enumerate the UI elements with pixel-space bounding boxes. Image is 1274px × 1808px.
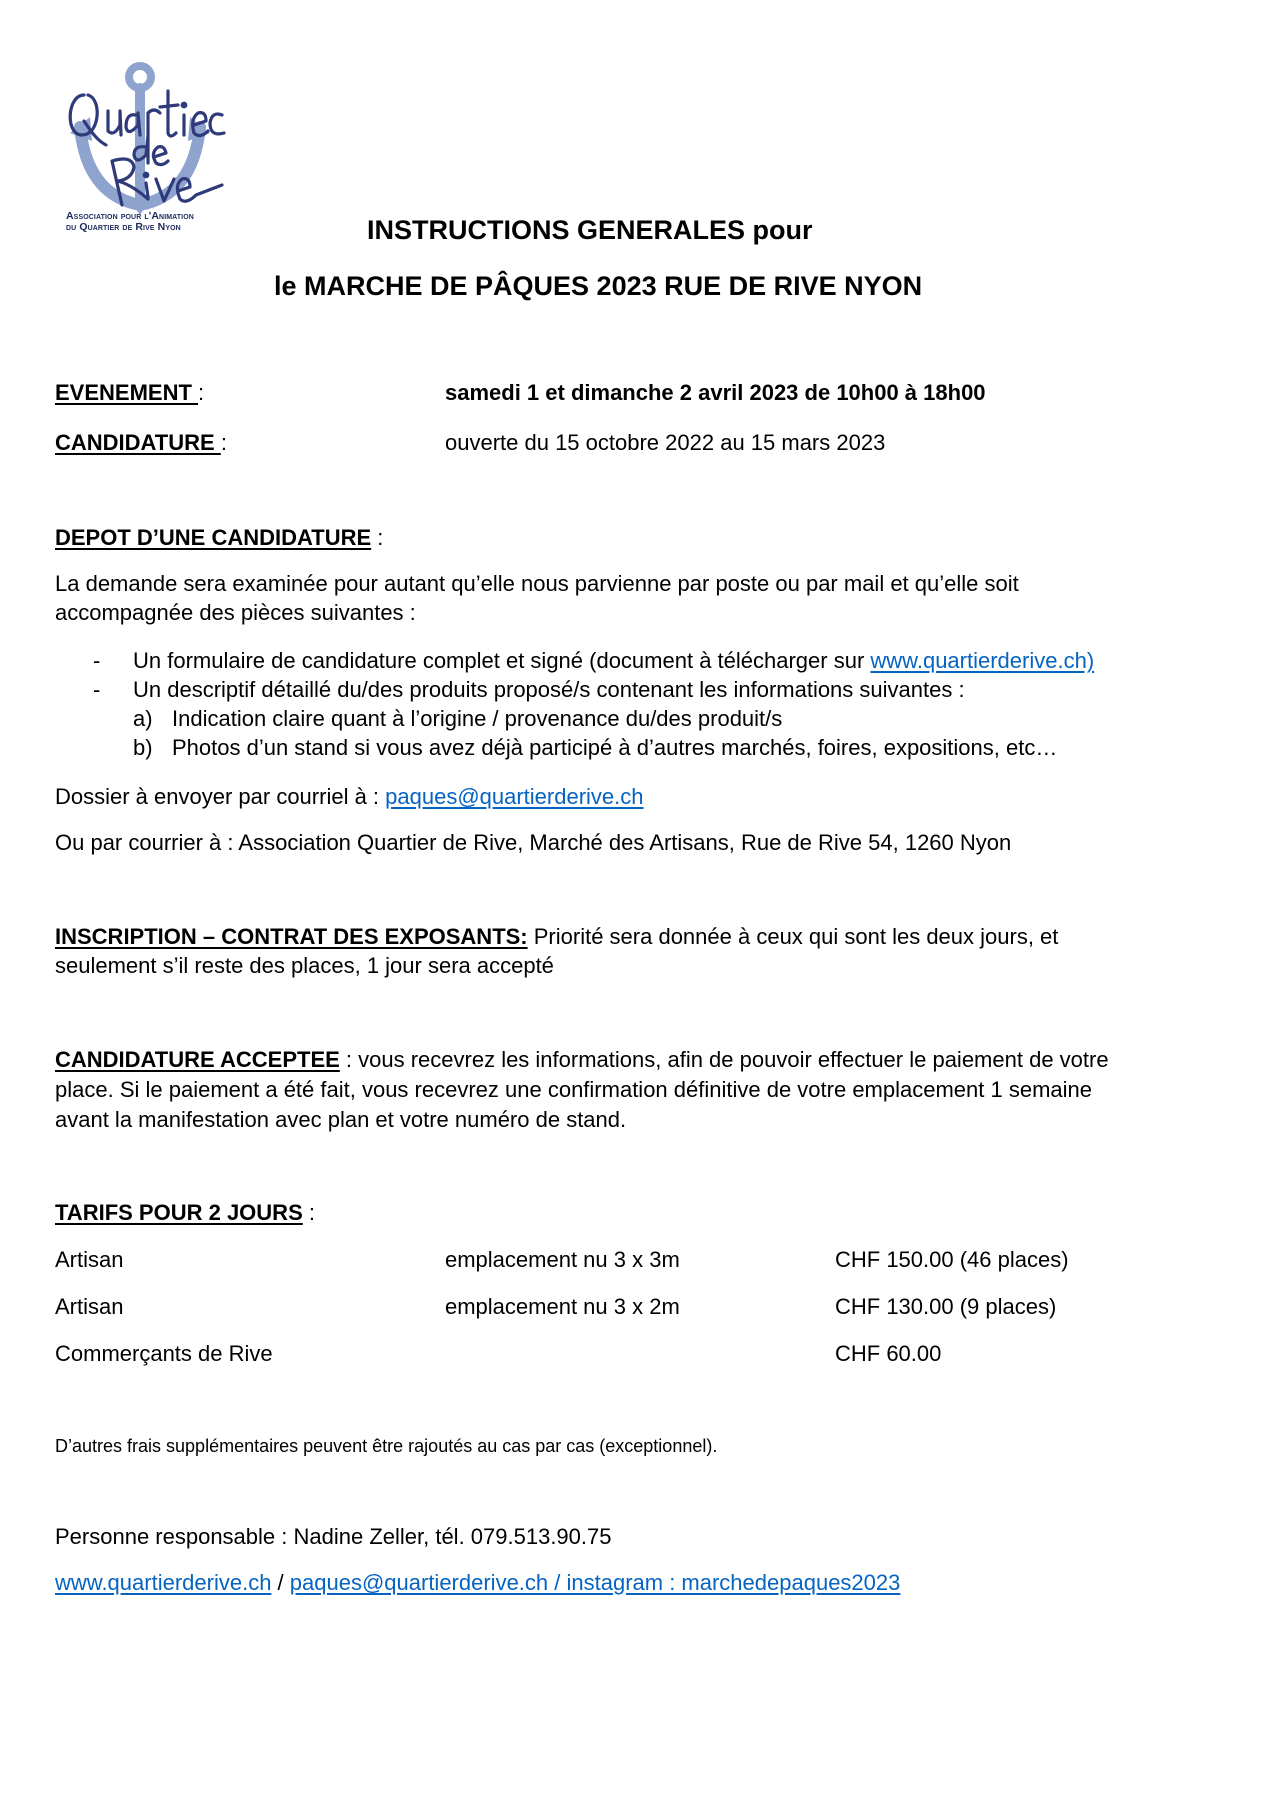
event-separator: : xyxy=(198,380,205,405)
email-prefix: Dossier à envoyer par courriel à : xyxy=(55,784,386,809)
bullet-item-description: Un descriptif détaillé du/des produits proposé/s contenant les informations suivantes : xyxy=(133,677,965,702)
tarif-row-price: CHF 150.00 (46 places) xyxy=(835,1247,1069,1272)
responsible-person: Personne responsable : Nadine Zeller, tél. 079.513.90.75 xyxy=(55,1524,612,1549)
tarif-row-space: emplacement nu 3 x 3m xyxy=(445,1247,680,1272)
tarifs-heading-row xyxy=(55,1200,315,1226)
subitem-marker: b) xyxy=(133,735,153,760)
contact-links-row xyxy=(55,1570,900,1596)
subitem-photos: Photos d’un stand si vous avez déjà participé à d’autres marchés, foires, expositions, etc… xyxy=(172,735,1058,760)
tarif-row-space: emplacement nu 3 x 2m xyxy=(445,1294,680,1319)
candidature-separator: : xyxy=(220,430,227,455)
candidature-label: CANDIDATURE xyxy=(55,430,221,455)
tarif-row-price: CHF 130.00 (9 places) xyxy=(835,1294,1057,1319)
tarif-row-type: Artisan xyxy=(55,1294,124,1319)
acceptee-text-line3: avant la manifestation avec plan et votre numéro de stand. xyxy=(55,1107,627,1132)
inscription-text: Priorité sera donnée à ceux qui sont les deux jours, et xyxy=(527,924,1059,949)
email-instagram-link[interactable]: paques@quartierderive.ch / instagram : marchedepaques2023 xyxy=(289,1570,901,1595)
depot-paragraph-line1: La demande sera examinée pour autant qu’elle nous parvienne par poste ou par mail et qu’elle soit xyxy=(55,571,1019,596)
page-title-line1: INSTRUCTIONS GENERALES pour xyxy=(367,215,813,245)
tarif-row-price: CHF 60.00 xyxy=(835,1341,942,1366)
logo-subtitle-line1: Association pour l'Animation xyxy=(66,210,194,222)
website-link[interactable]: www.quartierderive.ch) xyxy=(870,648,1095,673)
event-label: EVENEMENT xyxy=(55,380,199,405)
candidature-value: ouverte du 15 octobre 2022 au 15 mars 2023 xyxy=(445,430,886,455)
candidature-row xyxy=(55,430,227,456)
event-value: samedi 1 et dimanche 2 avril 2023 de 10h00 à 18h00 xyxy=(445,380,986,405)
page-title-line2: le MARCHE DE PÂQUES 2023 RUE DE RIVE NYON xyxy=(274,271,923,301)
depot-separator: : xyxy=(371,525,384,550)
bullet-marker: - xyxy=(93,677,101,702)
separator: / xyxy=(271,1570,290,1595)
email-link[interactable]: paques@quartierderive.ch xyxy=(385,784,644,809)
subitem-origin: Indication claire quant à l’origine / provenance du/des produit/s xyxy=(172,706,783,731)
postal-address: Ou par courrier à : Association Quartier de Rive, Marché des Artisans, Rue de Rive 54, 1260 Nyon xyxy=(55,830,1012,855)
acceptee-text: : vous recevrez les informations, afin de pouvoir effectuer le paiement de votre xyxy=(339,1047,1109,1072)
bullet-item-form xyxy=(133,648,1094,674)
acceptee-text-line2: place. Si le paiement a été fait, vous recevrez une confirmation définitive de votre emplacement 1 semaine xyxy=(55,1077,1092,1102)
tarif-row-type: Commerçants de Rive xyxy=(55,1341,273,1366)
tarifs-separator: : xyxy=(302,1200,315,1225)
tarifs-note: D’autres frais supplémentaires peuvent être rajoutés au cas par cas (exceptionnel). xyxy=(55,1436,718,1456)
depot-paragraph-line2: accompagnée des pièces suivantes : xyxy=(55,600,416,625)
event-row xyxy=(55,380,204,406)
bullet-text: Un formulaire de candidature complet et signé (document à télécharger sur xyxy=(133,648,871,673)
inscription-heading: INSCRIPTION – CONTRAT DES EXPOSANTS: xyxy=(55,924,528,949)
inscription-row xyxy=(55,924,1058,950)
tarifs-heading: TARIFS POUR 2 JOURS xyxy=(55,1200,303,1225)
tarif-row-type: Artisan xyxy=(55,1247,124,1272)
bullet-marker: - xyxy=(93,648,101,673)
inscription-text-line2: seulement s’il reste des places, 1 jour sera accepté xyxy=(55,953,554,978)
logo-subtitle-line2: du Quartier de Rive Nyon xyxy=(66,221,181,233)
association-logo xyxy=(62,55,232,235)
acceptee-heading: CANDIDATURE ACCEPTEE xyxy=(55,1047,340,1072)
depot-heading-row xyxy=(55,525,383,551)
subitem-marker: a) xyxy=(133,706,153,731)
anchor-icon xyxy=(62,55,232,215)
email-row xyxy=(55,784,644,810)
acceptee-row xyxy=(55,1047,1109,1073)
website-link[interactable]: www.quartierderive.ch xyxy=(55,1570,272,1595)
depot-heading: DEPOT D’UNE CANDIDATURE xyxy=(55,525,372,550)
